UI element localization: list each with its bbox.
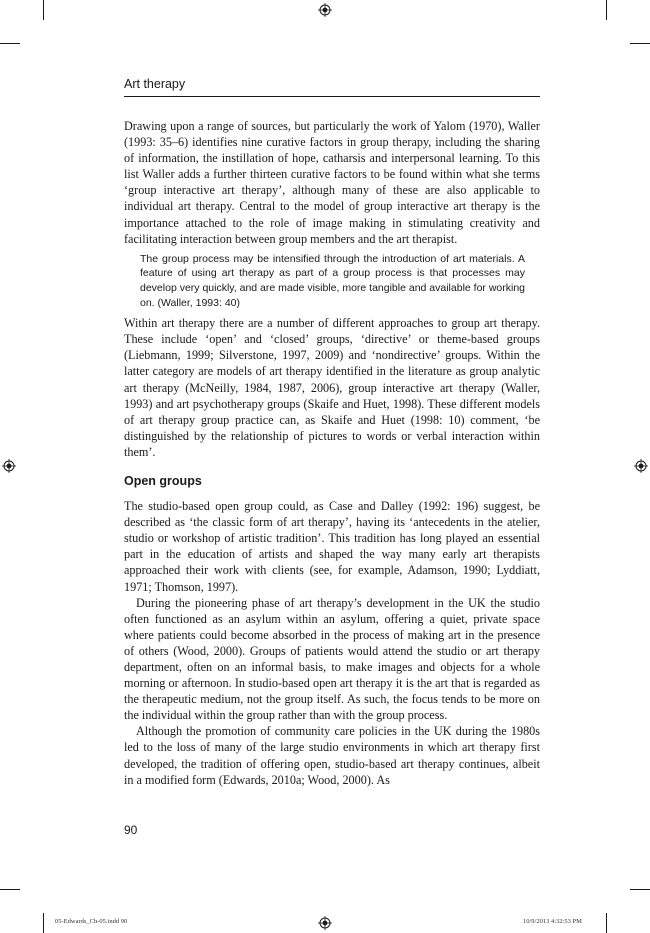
running-head: Art therapy <box>124 77 540 97</box>
slug-file: 05-Edwards_Ch-05.indd 90 <box>55 918 128 925</box>
section-heading: Open groups <box>124 473 202 488</box>
paragraph: During the pioneering phase of art therapy’s development in the UK the studio often functioned as an asylum within an asylum, offering a quiet, private space where patients could become absorbed in the process of making art in the presence of others (Wood, 2000). Groups of patients would attend the studio or art therapy department, often on an informal basis, to make images and objects for a whole morning or afternoon. In studio-based open art therapy it is the art that is regarded as the therapeutic medium, not the group itself. As such, the focus tends to be more on the individual within the group rather than with the group process. <box>124 595 540 723</box>
crop-mark <box>630 889 650 890</box>
crop-mark <box>43 913 44 933</box>
page-number: 90 <box>124 823 138 837</box>
registration-crosshair-icon <box>318 916 332 930</box>
paragraph: Although the promotion of community care policies in the UK during the 1980s led to the loss of many of the large studio environments in which art therapy first developed, the tradition of offering open, studio-based art therapy continues, albeit in a modified form (Edwards, 2010a; Wood, 2000). As <box>124 724 540 787</box>
crop-mark <box>0 889 20 890</box>
body-text <box>124 118 540 788</box>
registration-crosshair-icon <box>2 459 16 473</box>
paragraph: The studio-based open group could, as Case and Dalley (1992: 196) suggest, be described as ‘the classic form of art therapy’, having its ‘antecedents in the atelier, studio or workshop of artistic tradition’. This tradition has long played an essential part in the education of artists and shaped the way many early art therapists approached their work with clients (see, for example, Adamson, 1990; Lyddiatt, 1971; Thomson, 1997). <box>124 499 540 594</box>
crop-mark <box>0 43 20 44</box>
registration-crosshair-icon <box>318 3 332 17</box>
crop-mark <box>606 0 607 20</box>
crop-mark <box>630 43 650 44</box>
slug-date: 10/9/2013 4:32:53 PM <box>523 918 582 925</box>
paragraph: Drawing upon a range of sources, but particularly the work of Yalom (1970), Waller (1993: 35–6) identifies nine curative factors in group therapy, including the sharing of information, the instillation of hope, catharsis and interpersonal learning. To this list Waller adds a further thirteen curative factors to be found within what she terms ‘group interactive art therapy’, although many of these are also applicable to individual art therapy. Central to the model of group interactive art therapy is the importance attached to the role of image making in stimulating creativity and facilitating interaction between group members and the art therapist. <box>124 119 540 246</box>
block-quote: The group process may be intensified through the introduction of art materials. A feature of using art therapy as part of a group process is that processes may develop very quickly, and are made visible, more tangible and available for working on. (Waller, 1993: 40) <box>140 252 526 309</box>
paragraph: Within art therapy there are a number of different approaches to group art therapy. These include ‘open’ and ‘closed’ groups, ‘directive’ or theme-based groups (Liebmann, 1999; Silverstone, 1997, 2009) and ‘nondirective’ groups. Within the latter category are models of art therapy identified in the literature as group analytic art therapy (McNeilly, 1984, 1987, 2006), group interactive art therapy (Waller, 1993) and art psychotherapy groups (Skaife and Huet, 1998). These different models of art therapy group practice can, as Skaife and Huet (1998: 10) comment, ‘be distinguished by the relationship of pictures to words or verbal interaction within them’. <box>124 316 540 459</box>
registration-crosshair-icon <box>634 459 648 473</box>
crop-mark <box>43 0 44 20</box>
crop-mark <box>606 913 607 933</box>
